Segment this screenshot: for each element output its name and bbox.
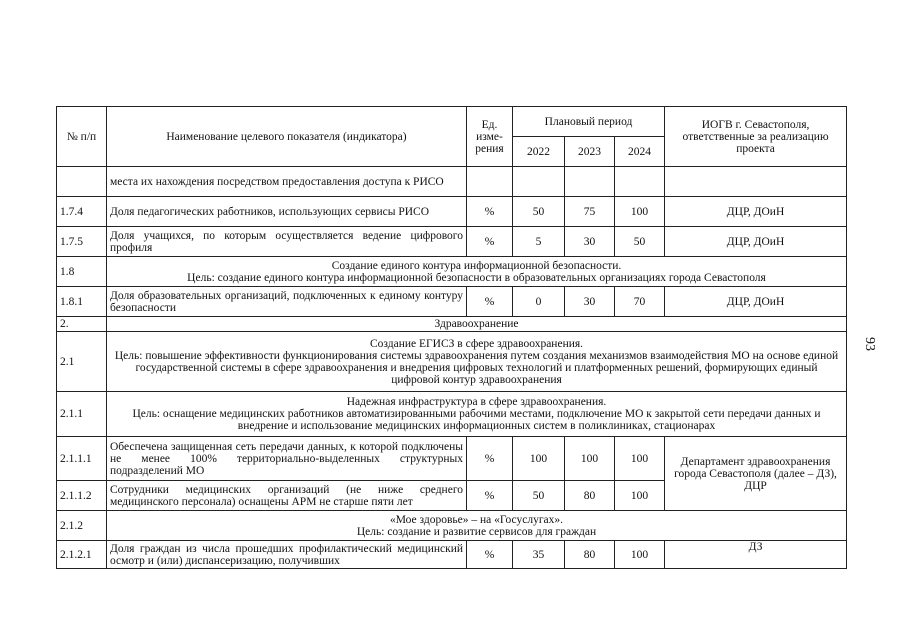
table-row xyxy=(57,287,847,317)
table-row xyxy=(57,227,847,257)
header-name: Наименование целевого показателя (индикатора) xyxy=(107,107,467,167)
section-title: Создание ЕГИСЗ в сфере здравоохранения. xyxy=(369,337,584,350)
value-2022: 50 xyxy=(513,481,565,511)
header-year-2024: 2024 xyxy=(615,137,665,167)
section-title: «Мое здоровье» – на «Госуслугах». xyxy=(389,513,564,526)
value-2024: 100 xyxy=(615,437,665,481)
row-number: 1.8 xyxy=(57,257,107,287)
unit-cell: % xyxy=(467,227,513,257)
table-row xyxy=(57,437,847,481)
unit-cell: % xyxy=(467,481,513,511)
indicator-name: Доля учащихся, по которым осуществляется ведение цифрового профиля xyxy=(107,227,467,257)
row-number: 2.1.1 xyxy=(57,392,107,437)
section-row xyxy=(57,332,847,392)
unit-cell: % xyxy=(467,437,513,481)
section-title: Создание единого контура информационной безопасности. xyxy=(331,259,622,272)
unit-cell: % xyxy=(467,197,513,227)
row-number: 2.1.2 xyxy=(57,511,107,541)
row-number: 1.8.1 xyxy=(57,287,107,317)
value-2024: 100 xyxy=(615,197,665,227)
responsible-cell: ДЦР, ДОиН xyxy=(665,287,847,317)
indicator-name: Обеспечена защищенная сеть передачи данных, к которой подключены не менее 100% территориально-выделенных структурных подразделений МО xyxy=(107,437,467,481)
section-title: Надежная инфраструктура в сфере здравоохранения. xyxy=(346,396,607,408)
indicator-name: Доля граждан из числа прошедших профилактический медицинский осмотр и (или) диспансеризацию, получивших xyxy=(107,541,467,569)
unit-cell: % xyxy=(467,287,513,317)
indicators-table xyxy=(56,106,847,569)
value-2023: 80 xyxy=(565,481,615,511)
header-year-2022: 2022 xyxy=(513,137,565,167)
indicator-name: Доля педагогических работников, использующих сервисы РИСО xyxy=(107,197,467,227)
section-cell xyxy=(107,511,847,541)
value-2024: 100 xyxy=(615,481,665,511)
section-cell xyxy=(107,332,847,392)
section-cell xyxy=(107,257,847,287)
header-unit: Ед. изме- рения xyxy=(467,107,513,167)
header-row xyxy=(57,107,847,137)
section-goal: Цель: повышение эффективности функционирования системы здравоохранения путем создания механизмов взаимодействия МО на основе единой государственной системы в сфере здравоохранения и внедрения цифровых технологий и платформенных решений, формирующих единый цифровой контур здравоохранения xyxy=(114,349,839,386)
responsible-cell: ДЦР, ДОиН xyxy=(665,197,847,227)
row-number: 2.1.2.1 xyxy=(57,541,107,569)
section-cell xyxy=(107,392,847,437)
unit-cell: % xyxy=(467,541,513,569)
row-number: 2. xyxy=(57,317,107,332)
section-goal: Цель: создание и развитие сервисов для граждан xyxy=(356,525,597,538)
value-2024: 70 xyxy=(615,287,665,317)
table-row xyxy=(57,541,847,569)
value-2022: 100 xyxy=(513,437,565,481)
header-period: Плановый период xyxy=(513,107,665,137)
row-number: 1.7.4 xyxy=(57,197,107,227)
header-iogv: ИОГВ г. Севастополя, ответственные за реализацию проекта xyxy=(665,107,847,167)
header-num: № п/п xyxy=(57,107,107,167)
value-2022: 50 xyxy=(513,197,565,227)
value-2023: 30 xyxy=(565,227,615,257)
page-number: 93 xyxy=(862,337,877,351)
section-goal: Цель: создание единого контура информационной безопасности в образовательных организациях города Севастополя xyxy=(187,271,766,284)
section-row xyxy=(57,511,847,541)
section-goal: Цель: оснащение медицинских работников автоматизированными рабочими местами, подключение МО к закрытой сети передачи данных и внедрение и использование медицинских информационных систем в поликлиниках, стационарах xyxy=(132,408,821,432)
row-number: 2.1.1.2 xyxy=(57,481,107,511)
indicator-name: места их нахождения посредством предоставления доступа к РИСО xyxy=(107,167,467,197)
indicator-name: Доля образовательных организаций, подключенных к единому контуру безопасности xyxy=(107,287,467,317)
row-number: 2.1.1.1 xyxy=(57,437,107,481)
value-2024: 50 xyxy=(615,227,665,257)
table-row xyxy=(57,167,847,197)
value-2024: 100 xyxy=(615,541,665,569)
section-row xyxy=(57,392,847,437)
row-number: 1.7.5 xyxy=(57,227,107,257)
value-2022: 35 xyxy=(513,541,565,569)
value-2023: 80 xyxy=(565,541,615,569)
section-title: Здравоохранение xyxy=(107,317,847,332)
value-2023: 100 xyxy=(565,437,615,481)
responsible-cell: Департамент здравоохранения города Севастополя (далее – ДЗ), ДЦР xyxy=(665,437,847,511)
responsible-cell: ДЗ xyxy=(665,541,847,569)
section-row xyxy=(57,317,847,332)
responsible-cell: ДЦР, ДОиН xyxy=(665,227,847,257)
value-2022: 0 xyxy=(513,287,565,317)
row-number: 2.1 xyxy=(57,332,107,392)
indicator-name: Сотрудники медицинских организаций (не ниже среднего медицинского персонала) оснащены АРМ не старше пяти лет xyxy=(107,481,467,511)
header-year-2023: 2023 xyxy=(565,137,615,167)
section-row xyxy=(57,257,847,287)
table-row xyxy=(57,197,847,227)
value-2023: 75 xyxy=(565,197,615,227)
value-2022: 5 xyxy=(513,227,565,257)
value-2023: 30 xyxy=(565,287,615,317)
